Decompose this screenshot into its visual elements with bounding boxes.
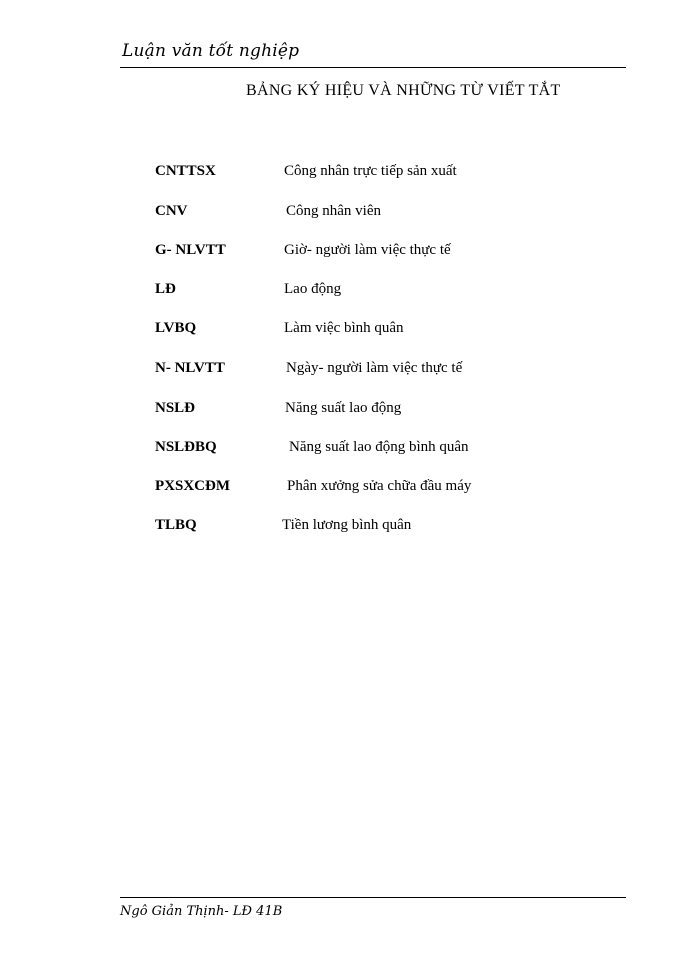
abbreviation-code: NSLĐ [155,400,196,416]
list-item [0,281,700,305]
page-title: BẢNG KÝ HIỆU VÀ NHỮNG TỪ VIẾT TẮT [246,82,561,99]
list-item [0,478,700,502]
abbreviation-meaning: Làm việc bình quân [284,320,404,336]
abbreviation-code: CNTTSX [155,163,216,179]
abbreviation-meaning: Công nhân viên [286,203,381,219]
abbreviation-meaning: Tiền lương bình quân [282,517,412,533]
abbreviation-code: N- NLVTT [155,360,225,376]
abbreviation-meaning: Phân xưởng sửa chữa đầu máy [287,478,472,494]
abbreviation-code: PXSXCĐM [155,478,230,494]
abbreviation-code: TLBQ [155,517,197,533]
abbreviation-meaning: Năng suất lao động bình quân [289,439,469,455]
list-item [0,203,700,227]
abbreviation-meaning: Ngày- người làm việc thực tế [286,360,463,376]
abbreviation-code: CNV [155,203,188,219]
list-item [0,400,700,424]
list-item [0,360,700,384]
abbreviation-code: G- NLVTT [155,242,226,258]
abbreviation-meaning: Lao động [284,281,342,297]
list-item [0,320,700,344]
abbreviation-meaning: Công nhân trực tiếp sản xuất [284,163,457,179]
list-item [0,242,700,266]
running-footer: Ngô Giản Thịnh- LĐ 41B [120,904,283,919]
abbreviation-meaning: Năng suất lao động [285,400,402,416]
abbreviation-code: LVBQ [155,320,197,336]
list-item [0,517,700,541]
abbreviation-meaning: Giờ- người làm việc thực tế [284,242,451,258]
abbreviation-code: NSLĐBQ [155,439,217,455]
running-header: Luận văn tốt nghiệp [122,41,300,61]
list-item [0,163,700,187]
footer-divider [120,897,626,898]
abbreviation-code: LĐ [155,281,176,297]
list-item [0,439,700,463]
